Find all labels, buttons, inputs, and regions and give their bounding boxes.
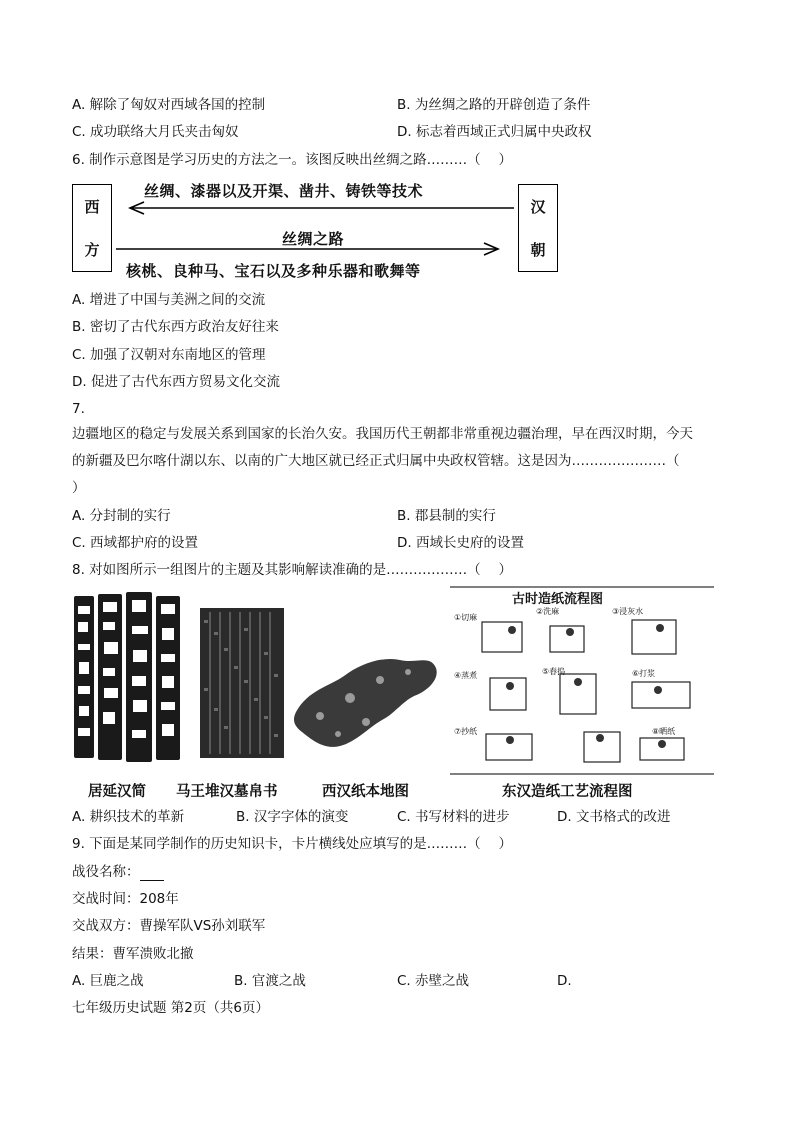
q9-time: 交战时间：208年 [72,891,179,907]
q7-option-c: C. 西域都护府的设置 [72,535,199,551]
q5-option-a: A. 解除了匈奴对西域各国的控制 [72,97,266,113]
q6-option-a: A. 增进了中国与美洲之间的交流 [72,292,266,308]
q8-option-c: C. 书写材料的进步 [397,809,510,825]
flow-step-5: ⑤舂捣 [542,667,566,676]
diagram-top-text: 丝绸、漆器以及开渠、凿井、铸铁等技术 [144,182,424,200]
flow-step-7: ⑦抄纸 [454,727,478,736]
q5-option-b: B. 为丝绸之路的开辟创造了条件 [397,97,591,113]
diagram-bottom-text: 核桃、良种马、宝石以及多种乐器和歌舞等 [126,262,421,280]
silk-road-diagram [72,182,546,280]
flow-step-2: ②洗麻 [536,607,560,616]
papermaking-flowchart-image [450,586,714,776]
q7-option-a: A. 分封制的实行 [72,508,171,524]
q7-line-2: 的新疆及巴尔喀什湖以东、以南的广大地区就已经正式归属中央政权管辖。这是因为…………………（ [72,453,680,469]
flow-step-4: ④蒸煮 [454,671,478,680]
q9-option-c: C. 赤壁之战 [397,973,470,989]
q8-option-b: B. 汉字字体的演变 [236,809,349,825]
juyan-bamboo-slips-image [72,592,184,762]
q8-option-a: A. 耕织技术的革新 [72,809,185,825]
caption-juyan-slips: 居延汉简 [88,783,146,800]
q6-option-c: C. 加强了汉朝对东南地区的管理 [72,347,266,363]
q7-number: 7. [72,401,85,417]
page-footer: 七年级历史试题 第2页（共6页） [72,1000,269,1016]
q6-stem: 6. 制作示意图是学习历史的方法之一。该图反映出丝绸之路………（ ） [72,152,512,168]
mawangdui-silk-manuscript-image [200,608,284,758]
western-han-paper-map-image [290,646,440,750]
q9-sides: 交战双方：曹操军队VS孙刘联军 [72,918,266,934]
diagram-middle-text: 丝绸之路 [282,230,345,248]
flow-step-6: ⑥打浆 [632,669,656,678]
q9-option-d: D. [557,973,572,989]
q9-battle-blank [140,866,164,881]
flow-step-1: ①切麻 [454,613,478,622]
flow-step-8: ⑧晒纸 [652,727,676,736]
flowchart-title: 古时造纸流程图 [512,592,604,607]
q9-option-a: A. 巨鹿之战 [72,973,144,989]
west-box-char-2: 方 [84,241,100,259]
han-box-char-1: 汉 [530,198,546,216]
flow-step-3: ③浸灰水 [612,607,644,616]
q6-option-b: B. 密切了古代东西方政治友好往来 [72,319,279,335]
q5-option-d: D. 标志着西域正式归属中央政权 [397,124,592,140]
q6-option-d: D. 促进了古代东西方贸易文化交流 [72,374,280,390]
q8-option-d: D. 文书格式的改进 [557,809,671,825]
q9-option-b: B. 官渡之战 [234,973,306,989]
caption-paper-map: 西汉纸本地图 [322,783,409,800]
han-box-char-2: 朝 [530,241,546,259]
q7-line-3: ） [72,480,86,496]
q9-stem: 9. 下面是某同学制作的历史知识卡，卡片横线处应填写的是………（ ） [72,836,512,852]
caption-mawangdui: 马王堆汉墓帛书 [176,783,278,800]
q5-option-c: C. 成功联络大月氏夹击匈奴 [72,124,239,140]
q7-line-1: 边疆地区的稳定与发展关系到国家的长治久安。我国历代王朝都非常重视边疆治理，早在西汉时期，今天 [72,426,693,442]
q9-result: 结果：曹军溃败北撤 [72,946,194,962]
q7-option-b: B. 郡县制的实行 [397,508,496,524]
q8-stem: 8. 对如图所示一组图片的主题及其影响解读准确的是………………（ ） [72,562,512,578]
west-box-char-1: 西 [84,198,100,216]
q9-battle-label: 战役名称： [72,864,140,880]
caption-papermaking: 东汉造纸工艺流程图 [502,783,633,800]
q8-image-group [72,586,722,776]
q7-option-d: D. 西域长史府的设置 [397,535,524,551]
q9-battle-name [72,863,164,881]
